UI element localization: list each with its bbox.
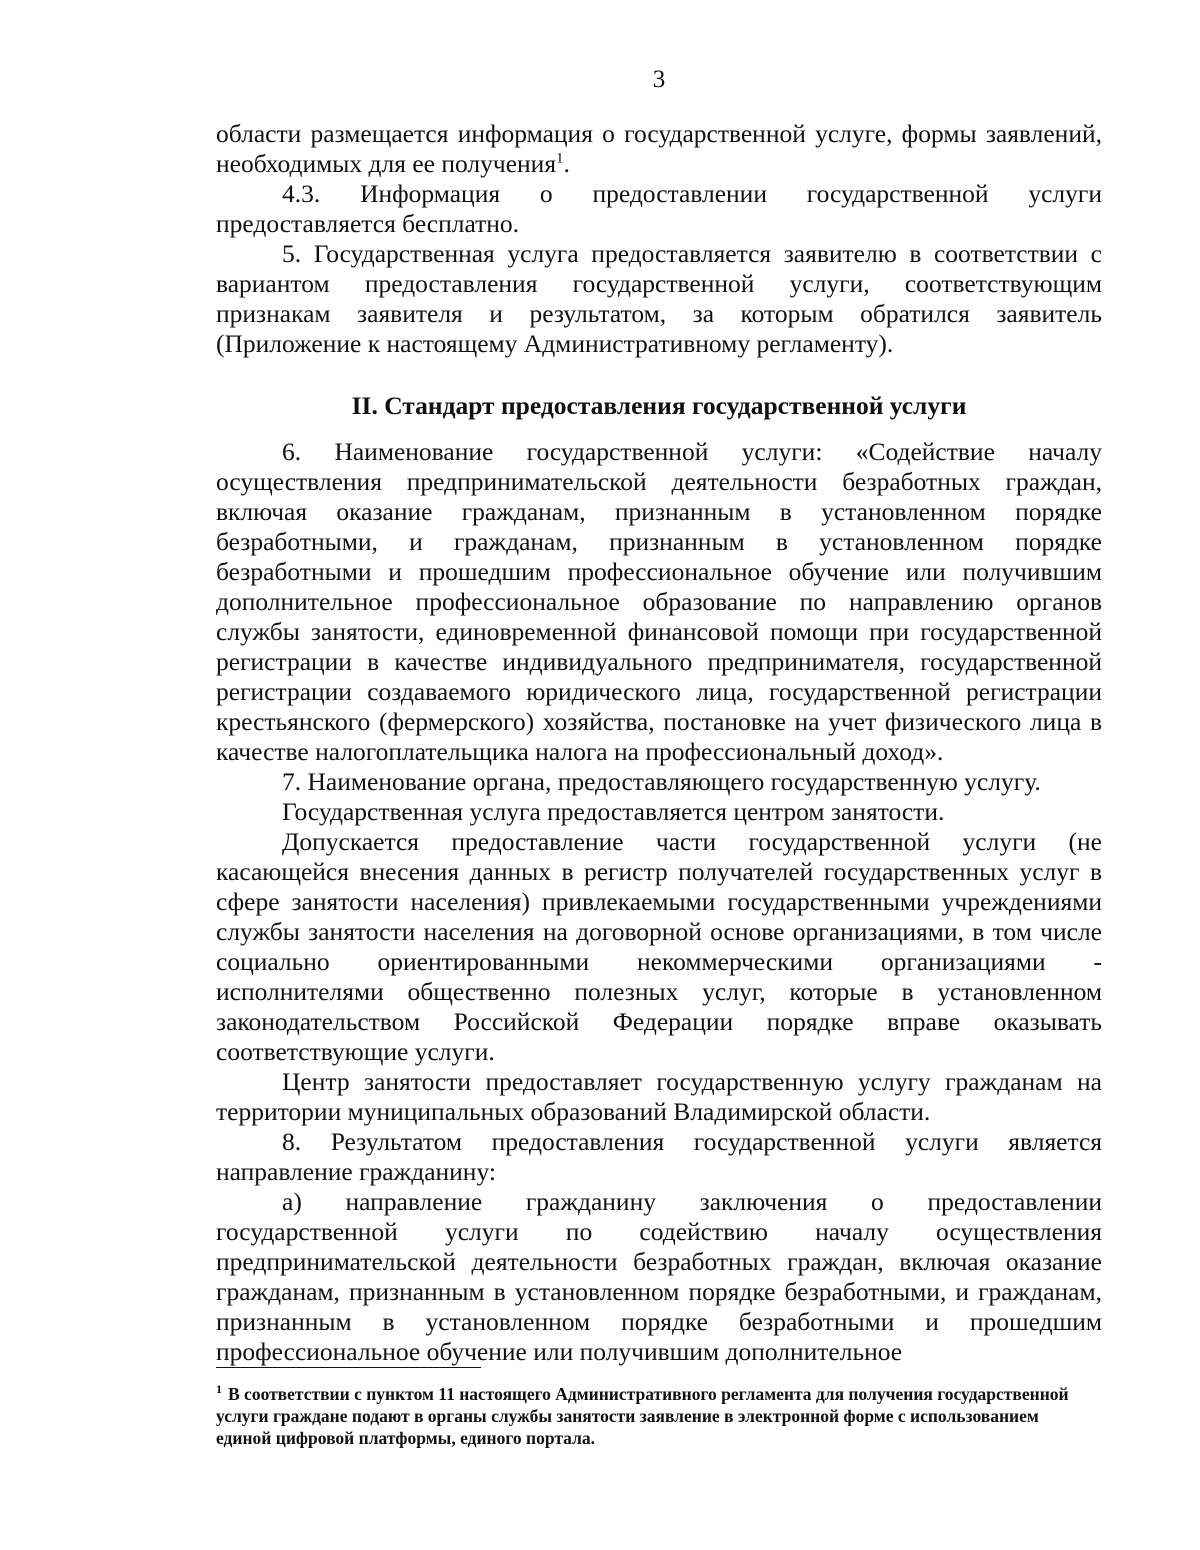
paragraph-7-territory: Центр занятости предоставляет государственную услугу гражданам на территории муниципальных образований Владимирской области. — [216, 1067, 1102, 1126]
page-number: 3 — [652, 66, 666, 93]
footnote-text: В соответствии с пунктом 11 настоящего Административного регламента для получения государственной услуги граждане подают в органы службы занятости заявление в электронной форме с использованием единой цифровой платформы, единого портала. — [216, 1384, 1069, 1448]
document-body — [216, 119, 1102, 1367]
paragraph-1-text: области размещается информация о государственной услуге, формы заявлений, необходимых для ее получения — [216, 119, 1102, 178]
paragraph-4-3: 4.3. Информация о предоставлении государственной услуги предоставляется бесплатно. — [216, 179, 1102, 238]
paragraph-7-provider: Государственная услуга предоставляется центром занятости. — [282, 797, 945, 826]
paragraph-8a: а) направление гражданину заключения о предоставлении государственной услуги по содействию началу осуществления предпринимательской деятельности безработных граждан, включая оказание гражданам, признанным в установленном порядке безработными, и гражданам, признанным в установленном порядке безработными и прошедшим профессиональное обучение или получившим дополнительное — [216, 1187, 1102, 1366]
footnote — [216, 1383, 1096, 1449]
paragraph-1-tail: . — [563, 149, 570, 178]
section-heading: II. Стандарт предоставления государственной услуги — [351, 391, 967, 420]
footnote-ref[interactable]: 1 — [556, 150, 564, 167]
paragraph-1 — [216, 119, 1102, 179]
paragraph-5: 5. Государственная услуга предоставляется заявителю в соответствии с вариантом предоставления государственной услуги, соответствующим признакам заявителя и результатом, за которым обратился заявитель (Приложение к настоящему Административному регламенту). — [216, 239, 1102, 358]
paragraph-8: 8. Результатом предоставления государственной услуги является направление гражданину: — [216, 1127, 1102, 1186]
footnote-marker: 1 — [216, 1382, 222, 1397]
paragraph-7-delegation: Допускается предоставление части государственной услуги (не касающейся внесения данных в регистр получателей государственных услуг в сфере занятости населения) привлекаемыми государственными учреждениями службы занятости населения на договорной основе организациями, в том числе социально ориентированными некоммерческими организациями - исполнителями общественно полезных услуг, которые в установленном законодательством Российской Федерации порядке вправе оказывать соответствующие услуги. — [216, 827, 1102, 1066]
paragraph-6: 6. Наименование государственной услуги: «Содействие началу осуществления предпринимательской деятельности безработных граждан, включая оказание гражданам, признанным в установленном порядке безработными, и гражданам, признанным в установленном порядке безработными и прошедшим профессиональное обучение или получившим дополнительное профессиональное образование по направлению органов службы занятости, единовременной финансовой помощи при государственной регистрации в качестве индивидуального предпринимателя, государственной регистрации создаваемого юридического лица, государственной регистрации крестьянского (фермерского) хозяйства, постановке на учет физического лица в качестве налогоплательщика налога на профессиональный доход». — [216, 437, 1102, 766]
paragraph-7: 7. Наименование органа, предоставляющего государственную услугу. — [282, 767, 1041, 796]
footnote-divider — [216, 1367, 481, 1368]
